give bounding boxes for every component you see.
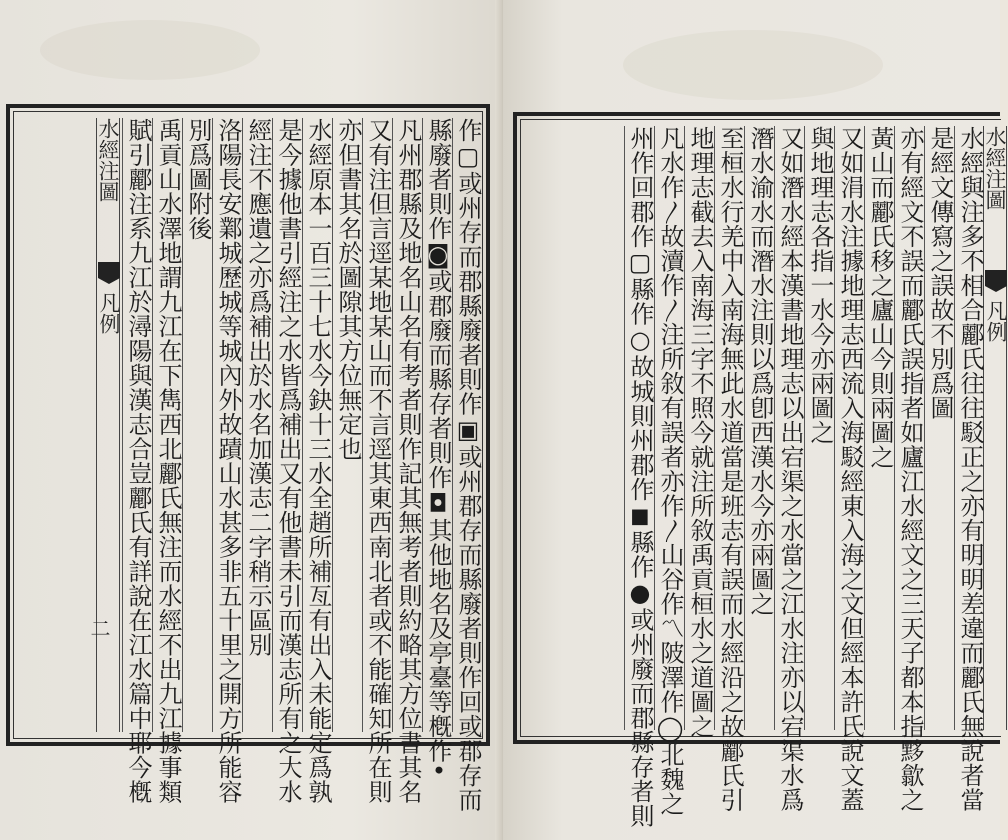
text-column: 與地理志各指一水今亦兩圖之 [804,126,834,730]
text-column: 亦但書其名於圖隙其方位無定也 [332,118,362,732]
right-text-frame [513,112,1008,828]
paper-stain [40,20,260,80]
banner-section-label: 凡例 [984,300,1008,342]
left-text-frame [6,104,490,812]
banner-title: 水經注圖 [983,126,1007,210]
text-column: 潛水渝水而潛水注則以爲卽西漢水今亦兩圖之 [744,126,774,730]
left-page [0,0,503,840]
fish-tail-mark [98,262,120,278]
text-column: 又如潛水經本漢書地理志以出宕渠之水當之江水注亦以宕渠水爲 [776,126,804,812]
text-column: 又如涓水注據地理志西流入海駁經東入海之文但經本許氏說文蓋 [836,126,864,812]
text-column: 水經原本一百三十七水今鈌十三水全趙所補亙有出入未能定爲孰 [304,118,332,804]
banner-section-label: 凡例 [97,292,121,334]
text-column: 別爲圖附後 [182,118,212,732]
banner-section [985,300,1007,730]
text-column: 州作回郡作▢縣作○故城則州郡作◼縣作●或州廢而郡縣存者則 [626,126,654,828]
text-column: 禹貢山水澤地謂九江在下雋西北酈氏無注而水經不出九江據事類 [154,118,182,804]
text-column: 是經文傳寫之誤故不別爲圖 [924,126,954,730]
text-column: 賦引酈注系九江於潯陽與漢志合豈酈氏有詳說在江水篇中耶今槪 [124,118,152,804]
banner-section [98,292,120,732]
text-column: 黃山而酈氏移之廬山今則兩圖之 [864,126,894,730]
text-column: 至桓水行羌中入南海無此水道當是班志有誤而水經沿之故酈氏引 [716,126,744,812]
text-column: 經注不應遺之亦爲補出於水名加漢志二字稍示區別 [242,118,272,732]
text-column: 作▢或州存而郡縣廢者則作▣或州郡存而縣廢者則作回或郡存而 [454,118,482,812]
text-column: 凡水作〳故瀆作〳注所敘有誤者亦作〳山谷作〽陂澤作◯北魏之 [656,126,684,816]
left-text-block [13,111,483,812]
banner-title: 水經注圖 [96,118,120,202]
text-column: 洛陽長安鄴城歷城等城內外故蹟山水甚多非五十里之開方所能容 [214,118,242,804]
text-column: 縣廢者則作◙或郡廢而縣存者則作◘其他地名及亭臺等槪作• [424,118,452,778]
page-number: 二 [87,618,111,638]
text-column: 凡州郡縣及地名山名有考者則作記其無考者則約略其方位書其名 [394,118,422,804]
text-column: 亦有經文不誤而酈氏誤指者如廬江水經文之三天子都本指黟歙之 [896,126,924,812]
text-column: 是今據他書引經注之水皆爲補出又有他書未引而漢志所有之大水 [274,118,302,804]
text-column: 水經與注多不相合酈氏往往駁正之亦有明明差違而酈氏無說者當 [956,126,984,812]
right-text-block [520,119,1008,828]
right-page [503,0,1008,840]
fish-tail-mark [985,270,1007,286]
text-column: 地理志截去入南海三字不照今就注所敘禹貢桓水之道圖之 [686,126,714,739]
text-column: 又有注但言逕某地某山而不言逕其東西南北者或不能確知所在則 [364,118,392,804]
paper-stain [623,30,883,100]
